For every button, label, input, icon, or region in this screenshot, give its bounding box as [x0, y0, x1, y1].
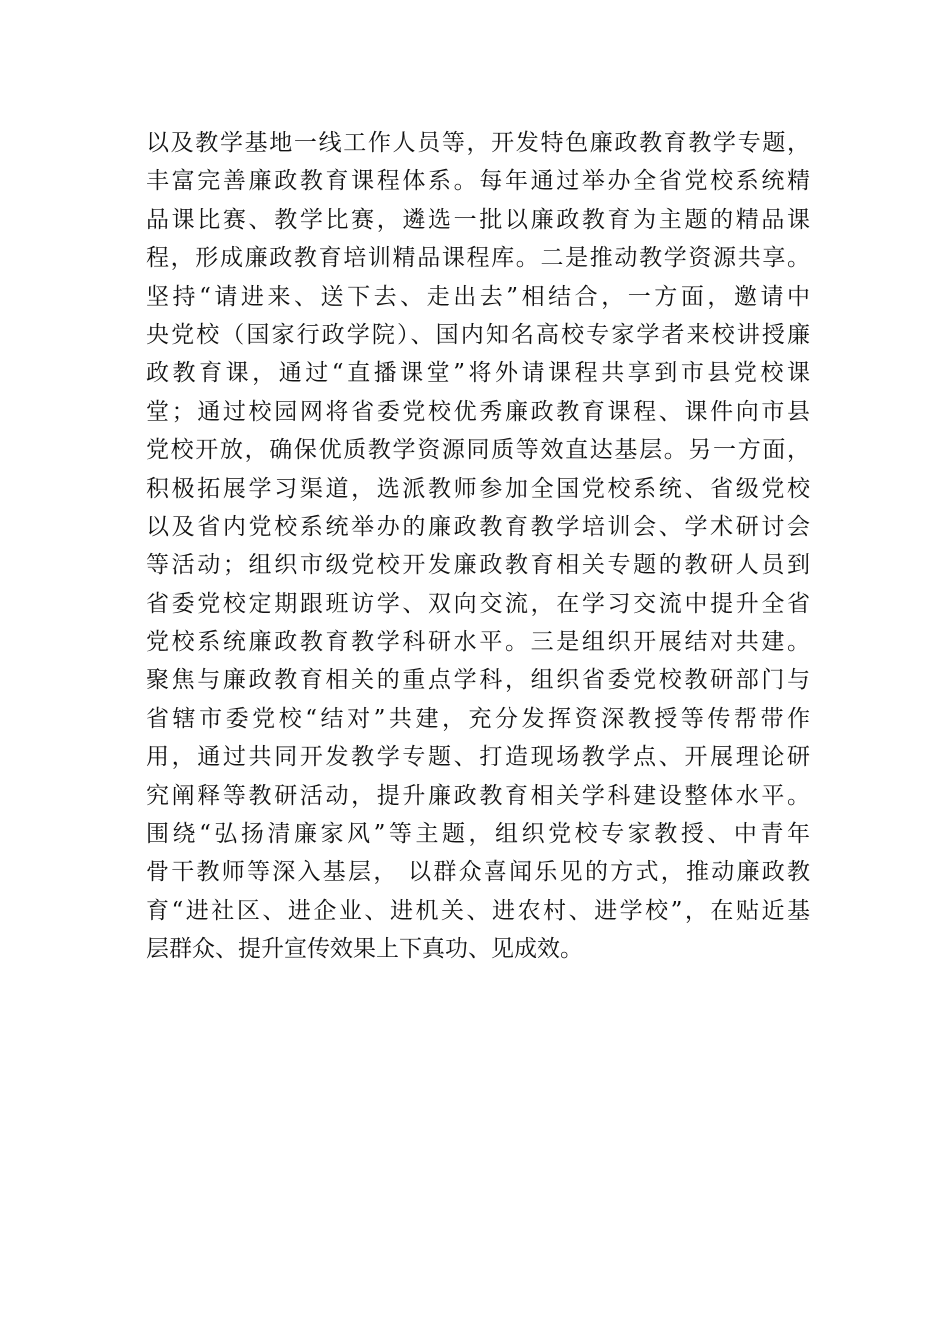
text-line: 等活动；组织市级党校开发廉政教育相关专题的教研人员到: [146, 552, 810, 579]
text-line: 聚焦与廉政教育相关的重点学科，组织省委党校教研部门与: [146, 667, 810, 694]
text-line: 程，形成廉政教育培训精品课程库。二是推动教学资源共享。: [146, 245, 810, 272]
text-line: 政教育课，通过“直播课堂”将外请课程共享到市县党校课: [146, 360, 810, 387]
text-line: 以及省内党校系统举办的廉政教育教学培训会、学术研讨会: [146, 513, 810, 540]
text-line: 党校开放，确保优质教学资源同质等效直达基层。另一方面，: [146, 437, 810, 464]
text-line: 党校系统廉政教育教学科研水平。三是组织开展结对共建。: [146, 629, 810, 656]
text-line: 省委党校定期跟班访学、双向交流，在学习交流中提升全省: [146, 590, 810, 617]
text-line: 坚持“请进来、送下去、走出去”相结合，一方面，邀请中: [146, 283, 810, 310]
text-line: 省辖市委党校“结对”共建，充分发挥资深教授等传帮带作: [146, 705, 810, 732]
text-line: 央党校（国家行政学院）、国内知名高校专家学者来校讲授廉: [146, 321, 810, 348]
text-line: 以及教学基地一线工作人员等，开发特色廉政教育教学专题，: [146, 130, 810, 156]
text-line: 堂；通过校园网将省委党校优秀廉政教育课程、课件向市县: [146, 398, 810, 425]
body-text: [146, 124, 810, 969]
text-line: 积极拓展学习渠道，选派教师参加全国党校系统、省级党校: [146, 475, 810, 502]
text-line: 围绕“弘扬清廉家风”等主题，组织党校专家教授、中青年: [146, 821, 810, 848]
text-line: 品课比赛、教学比赛，遴选一批以廉政教育为主题的精品课: [146, 206, 810, 233]
text-line: 育“进社区、进企业、进机关、进农村、进学校”，在贴近基: [146, 897, 810, 924]
text-line: 丰富完善廉政教育课程体系。每年通过举办全省党校系统精: [146, 168, 810, 195]
text-line: 用，通过共同开发教学专题、打造现场教学点、开展理论研: [146, 744, 810, 771]
text-line: 骨干教师等深入基层， 以群众喜闻乐见的方式，推动廉政教: [146, 859, 810, 886]
text-line: 层群众、提升宣传效果上下真功、见成效。: [146, 936, 583, 963]
text-line: 究阐释等教研活动，提升廉政教育相关学科建设整体水平。: [146, 782, 810, 809]
